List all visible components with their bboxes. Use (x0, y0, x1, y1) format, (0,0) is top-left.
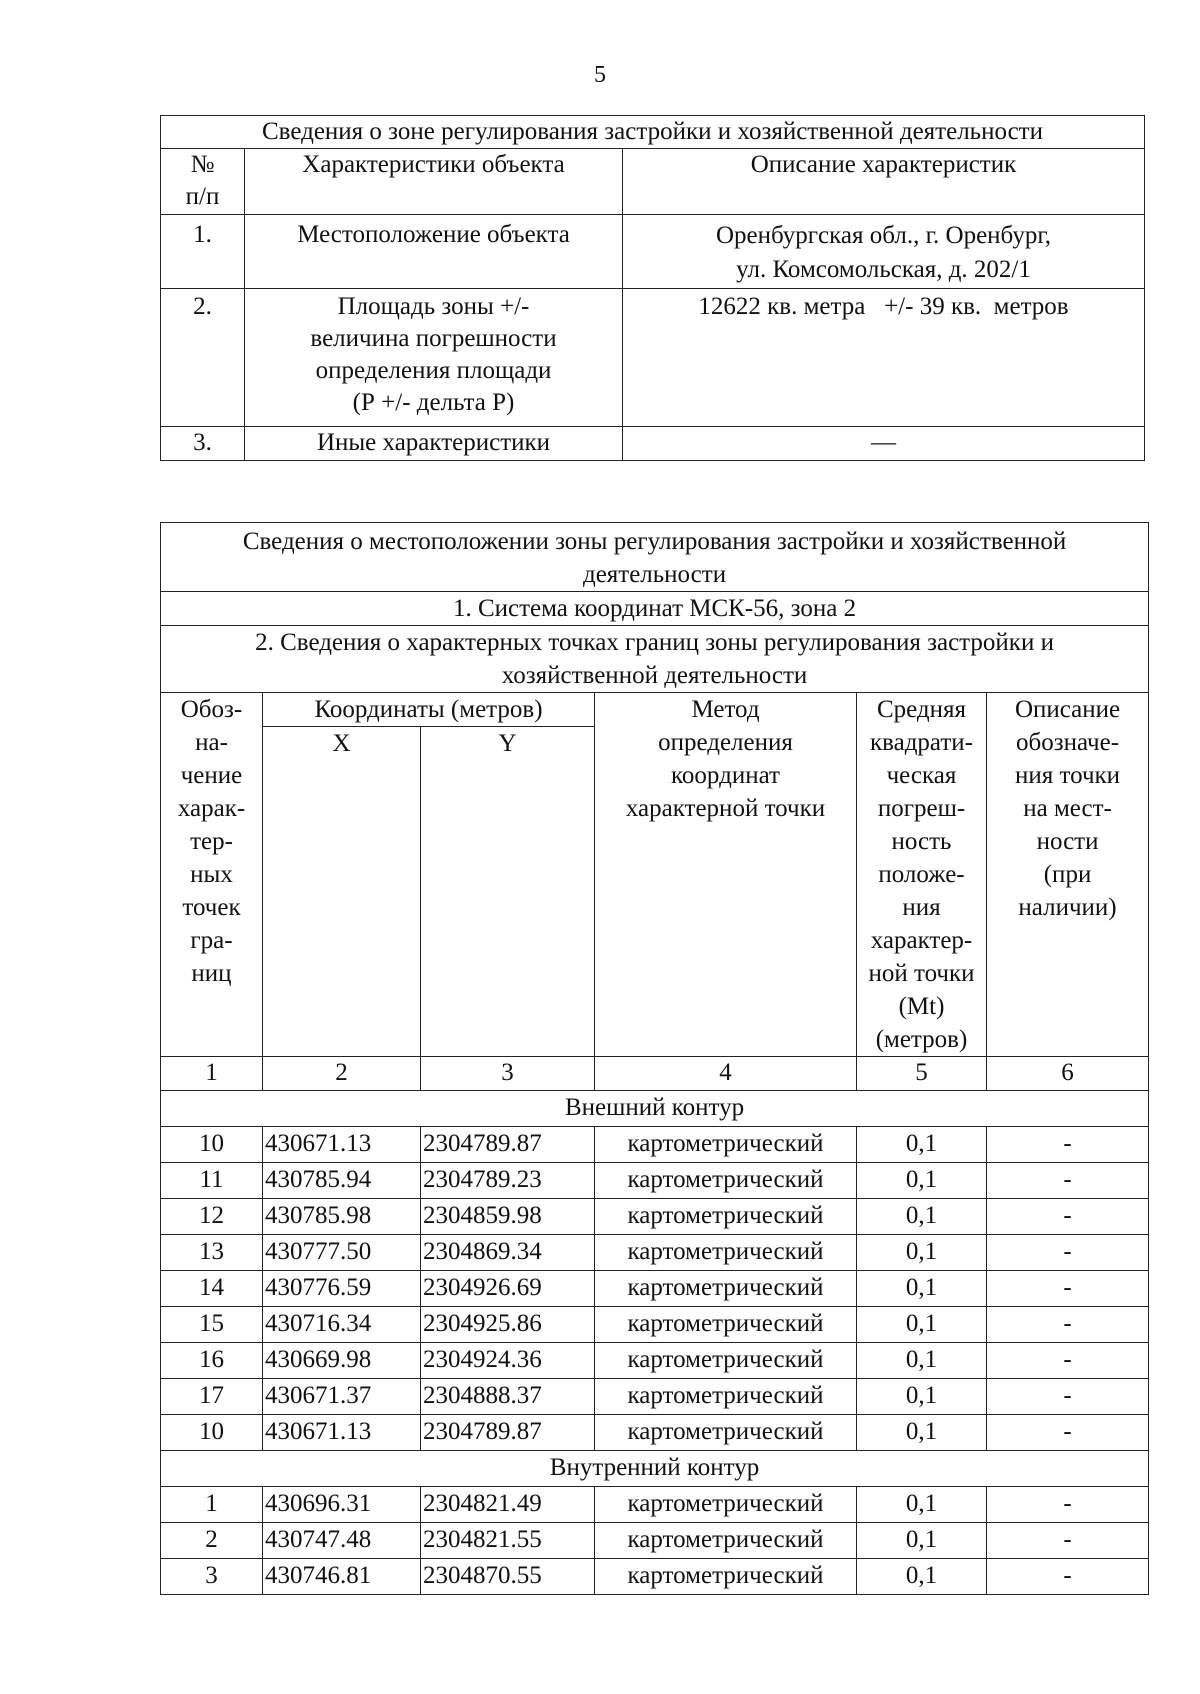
coord-y: 2304789.87 (421, 1415, 595, 1451)
table-row (161, 1523, 1149, 1559)
coord-y: 2304869.34 (421, 1235, 595, 1271)
coord-x: 430669.98 (263, 1343, 421, 1379)
row-2-num: 2. (161, 289, 245, 427)
point-id: 11 (161, 1163, 263, 1199)
header-description: Описание характеристик (623, 149, 1145, 215)
mt-error: 0,1 (857, 1199, 987, 1235)
point-id: 17 (161, 1379, 263, 1415)
coord-x: 430696.31 (263, 1487, 421, 1523)
point-description: - (987, 1415, 1149, 1451)
zone-info-title: Сведения о зоне регулирования застройки и хозяйственной деятельности (161, 116, 1145, 149)
table-row (161, 1415, 1149, 1451)
point-id: 14 (161, 1271, 263, 1307)
header-error: Средняя квадрати- ческая погреш- ность положе- ния характер- ной точки (Mt) (метров) (857, 693, 987, 1057)
coord-x: 430747.48 (263, 1523, 421, 1559)
point-description: - (987, 1307, 1149, 1343)
col-number: 1 (161, 1057, 263, 1091)
inner-contour-label: Внутренний контур (161, 1451, 1149, 1487)
row-1-value: Оренбургская обл., г. Оренбург, ул. Комсомольская, д. 202/1 (623, 215, 1145, 289)
point-id: 3 (161, 1559, 263, 1595)
method: картометрический (595, 1127, 857, 1163)
mt-error: 0,1 (857, 1487, 987, 1523)
method: картометрический (595, 1307, 857, 1343)
coord-x: 430785.94 (263, 1163, 421, 1199)
mt-error: 0,1 (857, 1343, 987, 1379)
table-row (161, 1271, 1149, 1307)
coord-y: 2304888.37 (421, 1379, 595, 1415)
header-num: № п/п (161, 149, 245, 215)
point-id: 15 (161, 1307, 263, 1343)
header-description: Описание обозначе- ния точки на мест- ности (при наличии) (987, 693, 1149, 1057)
coord-y: 2304924.36 (421, 1343, 595, 1379)
mt-error: 0,1 (857, 1235, 987, 1271)
col-number: 5 (857, 1057, 987, 1091)
coord-x: 430716.34 (263, 1307, 421, 1343)
location-info-table (160, 522, 1149, 1595)
row-2-value: 12622 кв. метра +/- 39 кв. метров (623, 289, 1145, 427)
header-coords: Координаты (метров) (263, 693, 595, 727)
coord-y: 2304821.55 (421, 1523, 595, 1559)
point-description: - (987, 1343, 1149, 1379)
point-description: - (987, 1199, 1149, 1235)
mt-error: 0,1 (857, 1163, 987, 1199)
mt-error: 0,1 (857, 1127, 987, 1163)
coord-y: 2304926.69 (421, 1271, 595, 1307)
table-row (161, 1307, 1149, 1343)
method: картометрический (595, 1235, 857, 1271)
coord-y: 2304821.49 (421, 1487, 595, 1523)
row-3-name: Иные характеристики (245, 427, 623, 461)
point-id: 16 (161, 1343, 263, 1379)
method: картометрический (595, 1523, 857, 1559)
mt-error: 0,1 (857, 1415, 987, 1451)
mt-error: 0,1 (857, 1523, 987, 1559)
coord-x: 430746.81 (263, 1559, 421, 1595)
row-2-name: Площадь зоны +/- величина погрешности определения площади (Р +/- дельта Р) (245, 289, 623, 427)
outer-contour-rows (161, 1127, 1149, 1451)
location-info-title: Сведения о местоположении зоны регулирования застройки и хозяйственной деятельности (161, 523, 1149, 592)
point-description: - (987, 1559, 1149, 1595)
mt-error: 0,1 (857, 1559, 987, 1595)
table-row (161, 1127, 1149, 1163)
table-row (161, 1163, 1149, 1199)
col-number: 2 (263, 1057, 421, 1091)
table-row (161, 1343, 1149, 1379)
point-id: 12 (161, 1199, 263, 1235)
mt-error: 0,1 (857, 1379, 987, 1415)
coord-y: 2304925.86 (421, 1307, 595, 1343)
coord-y: 2304789.87 (421, 1127, 595, 1163)
method: картометрический (595, 1487, 857, 1523)
coord-x: 430671.13 (263, 1127, 421, 1163)
method: картометрический (595, 1379, 857, 1415)
point-id: 10 (161, 1127, 263, 1163)
header-characteristic: Характеристики объекта (245, 149, 623, 215)
header-y: Y (421, 727, 595, 1057)
mt-error: 0,1 (857, 1307, 987, 1343)
col-number: 6 (987, 1057, 1149, 1091)
method: картометрический (595, 1271, 857, 1307)
method: картометрический (595, 1199, 857, 1235)
header-x: X (263, 727, 421, 1057)
coord-y: 2304870.55 (421, 1559, 595, 1595)
point-description: - (987, 1271, 1149, 1307)
header-designation: Обоз- на- чение харак- тер- ных точек гра- ниц (161, 693, 263, 1057)
coord-x: 430777.50 (263, 1235, 421, 1271)
point-description: - (987, 1523, 1149, 1559)
point-id: 10 (161, 1415, 263, 1451)
method: картометрический (595, 1415, 857, 1451)
mt-error: 0,1 (857, 1271, 987, 1307)
point-description: - (987, 1163, 1149, 1199)
row-1-name: Местоположение объекта (245, 215, 623, 289)
points-title: 2. Сведения о характерных точках границ зоны регулирования застройки и хозяйственной деятельности (161, 626, 1149, 693)
page-number: 5 (594, 62, 606, 88)
row-3-num: 3. (161, 427, 245, 461)
col-number: 3 (421, 1057, 595, 1091)
point-id: 2 (161, 1523, 263, 1559)
coord-x: 430776.59 (263, 1271, 421, 1307)
coord-system: 1. Система координат МСК-56, зона 2 (161, 592, 1149, 626)
coord-x: 430785.98 (263, 1199, 421, 1235)
inner-contour-rows (161, 1487, 1149, 1595)
method: картометрический (595, 1163, 857, 1199)
coord-x: 430671.13 (263, 1415, 421, 1451)
table-row (161, 1235, 1149, 1271)
table-row (161, 1379, 1149, 1415)
table-row (161, 1487, 1149, 1523)
zone-info-table (160, 115, 1145, 461)
point-description: - (987, 1235, 1149, 1271)
col-number: 4 (595, 1057, 857, 1091)
point-id: 1 (161, 1487, 263, 1523)
outer-contour-label: Внешний контур (161, 1091, 1149, 1127)
method: картометрический (595, 1559, 857, 1595)
point-description: - (987, 1487, 1149, 1523)
point-id: 13 (161, 1235, 263, 1271)
table-row (161, 1559, 1149, 1595)
point-description: - (987, 1127, 1149, 1163)
coord-x: 430671.37 (263, 1379, 421, 1415)
coord-y: 2304789.23 (421, 1163, 595, 1199)
row-3-value: — (623, 427, 1145, 461)
row-1-num: 1. (161, 215, 245, 289)
method: картометрический (595, 1343, 857, 1379)
header-method: Метод определения координат характерной точки (595, 693, 857, 1057)
point-description: - (987, 1379, 1149, 1415)
table-row (161, 1199, 1149, 1235)
coord-y: 2304859.98 (421, 1199, 595, 1235)
